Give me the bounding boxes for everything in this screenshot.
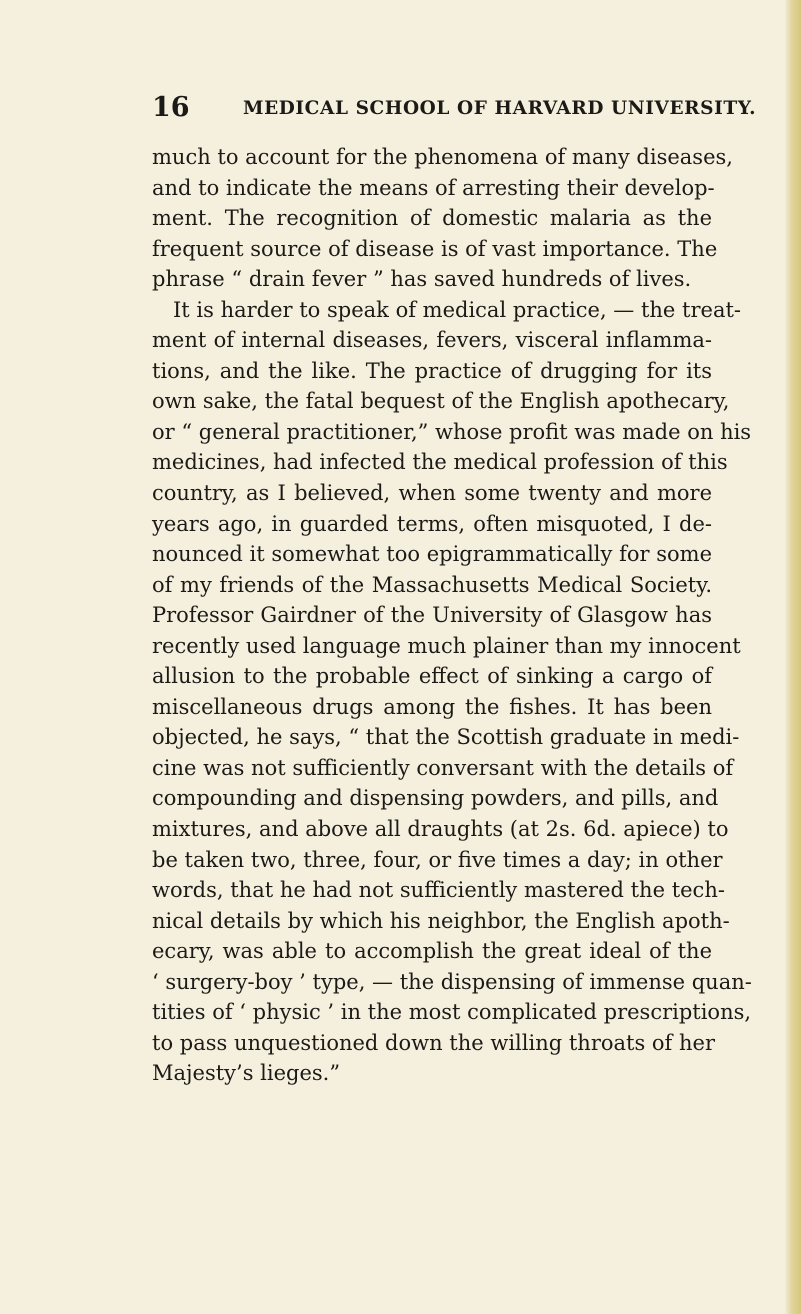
text-line: of my friends of the Massachusetts Medical Society. (152, 572, 712, 597)
text-line: words, that he had not sufficiently mastered the tech- (152, 878, 725, 903)
text-line: recently used language much plainer than my innocent (152, 633, 741, 658)
text-line: objected, he says, “ that the Scottish graduate in medi- (152, 725, 740, 750)
text-line: ment. The recognition of domestic malaria as the (152, 206, 712, 231)
text-line: nical details by which his neighbor, the English apoth- (152, 908, 730, 933)
text-line: phrase “ drain fever ” has saved hundreds of lives. (152, 267, 692, 292)
body-text (152, 142, 752, 1089)
text-line: Professor Gairdner of the University of Glasgow has (152, 603, 712, 628)
text-line: own sake, the fatal bequest of the English apothecary, (152, 389, 730, 414)
text-line: ment of internal diseases, fevers, visceral inflamma- (152, 328, 712, 353)
page-number: 16 (152, 92, 190, 123)
text-line: country, as I believed, when some twenty and more (152, 481, 712, 506)
text-line: ‘ surgery-boy ’ type, — the dispensing of immense quan- (152, 969, 752, 994)
text-line: and to indicate the means of arresting their develop- (152, 175, 715, 200)
text-line: compounding and dispensing powders, and pills, and (152, 786, 719, 811)
text-line: much to account for the phenomena of many diseases, (152, 145, 733, 169)
text-line: tities of ‘ physic ’ in the most complicated prescriptions, (152, 1000, 752, 1025)
text-line: be taken two, three, four, or five times a day; in other (152, 847, 723, 872)
page-header (152, 92, 757, 134)
text-line: years ago, in guarded terms, often misquoted, I de- (152, 511, 712, 536)
page-edge-shadow (785, 0, 801, 1314)
text-line: allusion to the probable effect of sinking a cargo of (152, 664, 712, 689)
text-line: mixtures, and above all draughts (at 2s. 6d. apiece) to (152, 817, 729, 842)
text-line: ecary, was able to accomplish the great ideal of the (152, 939, 712, 964)
text-line: to pass unquestioned down the willing throats of her (152, 1030, 715, 1055)
text-line: medicines, had infected the medical profession of this (152, 450, 728, 475)
text-line: Majesty’s lieges.” (152, 1061, 341, 1086)
text-line: nounced it somewhat too epigrammatically for some (152, 542, 712, 567)
text-line: It is harder to speak of medical practice, — the treat- (173, 297, 741, 322)
running-head: MEDICAL SCHOOL OF HARVARD UNIVERSITY. (243, 98, 757, 119)
text-line: or “ general practitioner,” whose profit was made on his (152, 419, 752, 444)
text-line: frequent source of disease is of vast importance. The (152, 236, 718, 261)
text-line: miscellaneous drugs among the fishes. It has been (152, 694, 712, 719)
text-line: tions, and the like. The practice of drugging for its (152, 358, 712, 383)
text-line: cine was not sufficiently conversant with the details of (152, 755, 734, 780)
